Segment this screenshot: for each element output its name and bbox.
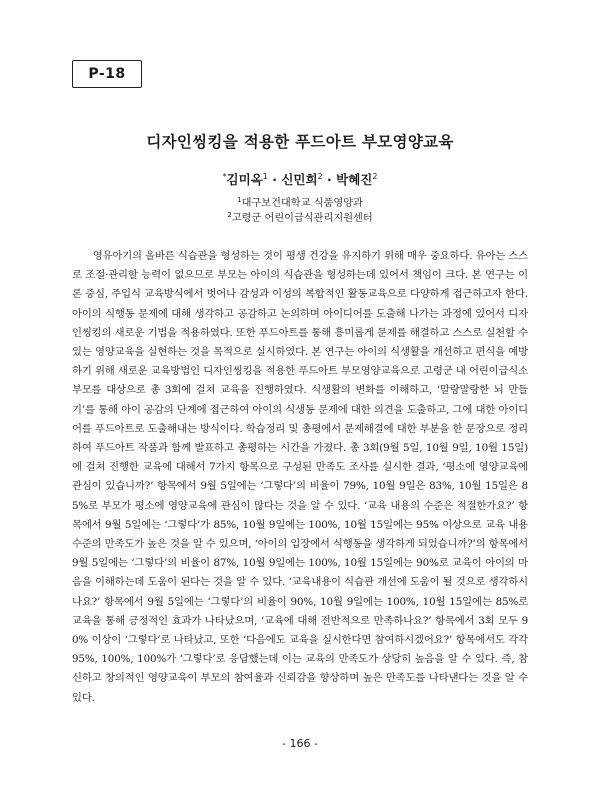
corresponding-mark: * [222, 172, 227, 181]
affiliation-number: 2 [227, 211, 232, 219]
author-affiliation-number: 1 [262, 172, 268, 181]
abstract-body: 영유아기의 올바른 식습관을 형성하는 것이 평생 건강을 유지하기 위해 매우 중요하다. 유아는 스스로 조절·관리할 능력이 없으므로 부모는 아이의 식습관을 형성하는데 있어서 책임이 크다. 본 연구는 이론 중심, 주입식 교육방식에서 벗어나 감성과 이성의 복합적인 활동교육으로 다양하게 접근하고자 한다. 아이의 식행동 문제에 대해 생각하고 공감하고 논의하며 아이디어를 도출해 나가는 과정에 있어서 디자인씽킹의 새로운 기법을 적용하였다. 또한 푸드아트를 통해 흥미롭게 문제를 해결하고 스스로 실천할 수 있는 영양교육을 실현하는 것을 목적으로 실시하였다. 본 연구는 아이의 식생활을 개선하고 편식을 예방하기 위해 새로운 교육방법인 디자인씽킹을 적용한 푸드아트 부모영양교육으로 고령군 내 어린이급식소 부모를 대상으로 총 3회에 걸쳐 교육을 진행하였다. 식생활의 변화를 이해하고, ‘말랑말랑한 뇌 만들기’를 통해 아이 공감의 단계에 접근하여 아이의 식생동 문제에 대한 의견을 도출하고, 그에 대한 아이디어를 푸드아트로 도출해내는 방식이다. 학습정리 및 총평에서 문제해결에 대한 부분을 한 문장으로 정리하여 푸드아트 작품과 함께 발표하고 총평하는 시간을 가졌다. 총 3회(9월 5일, 10월 9일, 10월 15일)에 걸쳐 진행한 교육에 대해서 7가지 항목으로 구성된 만족도 조사를 실시한 결과, ‘평소에 영양교육에 관심이 있습니까?’ 항목에서 9월 5일에는 ‘그렇다’의 비율이 79%, 10월 9일은 83%, 10월 15일은 85%로 부모가 평소에 영양교육에 관심이 많다는 것을 알 수 있다. ‘교육 내용의 수준은 적절한가요?’ 항목에서 9월 5일에는 ‘그렇다’가 85%, 10월 9일에는 100%, 10월 15일에는 95% 이상으로 교육 내용 수준의 만족도가 높은 것을 알 수 있으며, ‘아이의 입장에서 식행동을 생각하게 되었습니까?’의 항목에서 9월 5일에는 ‘그렇다’의 비율이 87%, 10월 9일에는 100%, 10월 15일에는 90%로 교육이 아이의 마음을 이해하는데 도움이 된다는 것을 알 수 있다. ‘교육내용이 식습관 개선에 도움이 될 것으로 생각하시나요?’ 항목에서 9월 5일에는 ‘그렇다’의 비율이 90%, 10월 9일에는 100%, 10월 15일에는 85%로 교육을 통해 긍정적인 효과가 나타났으며, ‘교육에 대해 전반적으로 만족하나요?’ 항목에서 3회 모두 90% 이상이 ‘그렇다’로 나타났고, 또한 ‘다음에도 교육을 실시한다면 참여하시겠어요?’ 항목에서도 각각 95%, 100%, 100%가 ‘그렇다’로 응답했는데 이는 교육의 만족도가 상당히 높음을 알 수 있다. 즉, 참신하고 창의적인 영양교육이 부모의 참여율과 신뢰감을 향상하며 높은 만족도를 나타낸다는 것을 알 수 있다. [72, 250, 528, 704]
affiliation-text: 대구보건대학교 식품영양과 [241, 198, 363, 209]
poster-label: P-18 [72, 60, 142, 88]
author-separator: · [272, 172, 277, 187]
author-separator: · [327, 172, 332, 187]
paper-title: 디자인씽킹을 적용한 푸드아트 부모영양교육 [146, 133, 454, 151]
affiliation-number: 1 [237, 196, 242, 204]
affiliation-1 [0, 194, 600, 209]
author-line [0, 170, 600, 188]
author-name: 신민희 [281, 172, 318, 187]
author-name: 박혜진 [336, 172, 373, 187]
page-number: - 166 - [282, 737, 318, 750]
author-name: 김미옥 [226, 172, 263, 187]
author-affiliation-number: 2 [372, 172, 378, 181]
affiliation-2 [0, 209, 600, 224]
affiliation-text: 고령군 어린이급식관리지원센터 [231, 213, 373, 224]
author-affiliation-number: 2 [317, 172, 323, 181]
